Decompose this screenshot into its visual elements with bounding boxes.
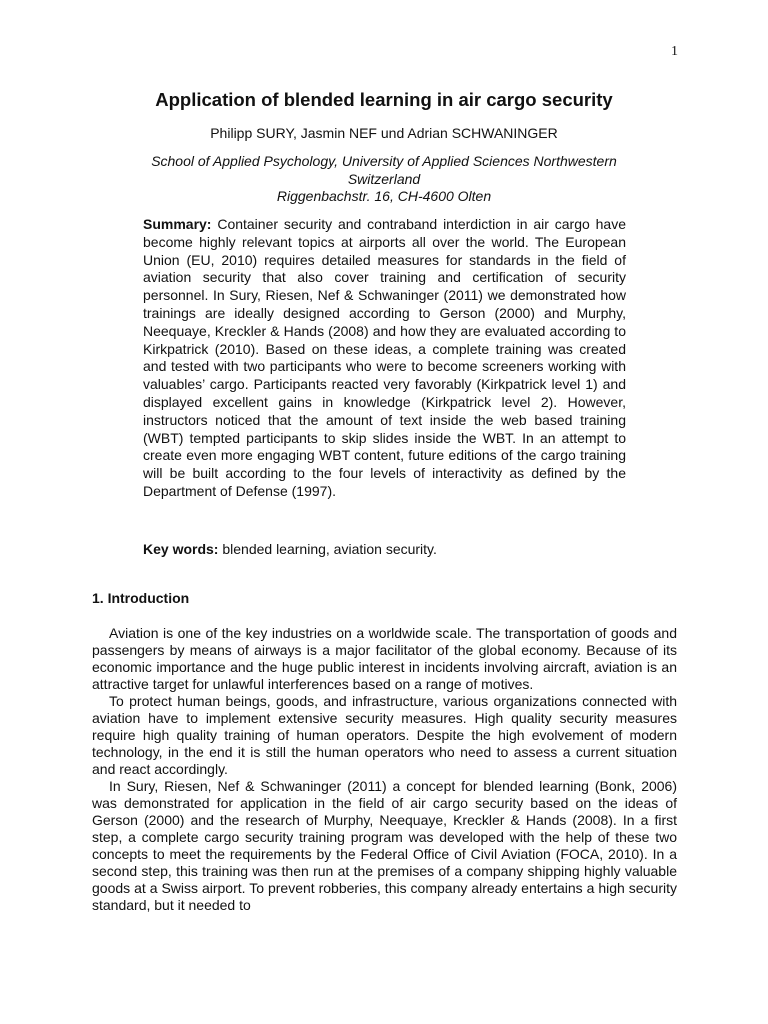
keywords-block	[143, 541, 626, 557]
section-heading-introduction: 1. Introduction	[92, 590, 190, 606]
keywords-text: blended learning, aviation security.	[222, 541, 437, 557]
summary-text: Container security and contraband interdiction in air cargo have become highly relevant topics at airports all over the world. The European Union (EU, 2010) requires detailed measures for standards in the field of aviation security that also cover training and certification of security personnel. In Sury, Riesen, Nef & Schwaninger (2011) we demonstrated how trainings are ideally designed according to Gerson (2000) and Murphy, Neequaye, Kreckler & Hands (2008) and how they are evaluated according to Kirkpatrick (2010). Based on these ideas, a complete training was created and tested with two participants who were to become screeners working with valuables’ cargo. Participants reacted very favorably (Kirkpatrick level 1) and displayed excellent gains in knowledge (Kirkpatrick level 2). However, instructors noticed that the amount of text inside the web based training (WBT) tempted participants to skip slides inside the WBT. In an attempt to create even more engaging WBT content, future editions of the cargo training will be built according to the four levels of interactivity as defined by the Department of Defense (1997).	[143, 216, 626, 499]
summary-block	[143, 216, 626, 501]
keywords-label: Key words:	[143, 541, 219, 557]
page-number: 1	[671, 44, 678, 59]
summary-label: Summary:	[143, 216, 212, 232]
affiliation-line-2: Switzerland	[347, 170, 421, 187]
paragraph: To protect human beings, goods, and infrastructure, various organizations connected with aviation have to implement extensive security measures. High quality security measures require high quality training of human operators. Despite the high evolvement of modern technology, in the end it is still the human operators who need to assess a current situation and react accordingly.	[92, 693, 677, 777]
affiliation	[110, 153, 658, 206]
paragraph: In Sury, Riesen, Nef & Schwaninger (2011) a concept for blended learning (Bonk, 2006) was demonstrated for application in the field of air cargo security based on the ideas of Gerson (2000) and the research of Murphy, Neequaye, Kreckler & Hands (2008). In a first step, a complete cargo security training program was developed with the help of these two concepts to meet the requirements by the Federal Office of Civil Aviation (FOCA, 2010). In a second step, this training was then run at the premises of a company shipping highly valuable goods at a Swiss airport. To prevent robberies, this company already entertains a high security standard, but it needed to	[92, 778, 677, 913]
authors: Philipp SURY, Jasmin NEF und Adrian SCHWANINGER	[210, 125, 558, 141]
paper-title: Application of blended learning in air cargo security	[155, 89, 613, 110]
affiliation-line-1: School of Applied Psychology, University of Applied Sciences Northwestern	[151, 153, 617, 169]
introduction-body	[92, 625, 677, 914]
affiliation-line-3: Riggenbachstr. 16, CH-4600 Olten	[276, 188, 492, 204]
paragraph: Aviation is one of the key industries on a worldwide scale. The transportation of goods and passengers by means of airways is a major facilitator of the global economy. Because of its economic importance and the huge public interest in incidents involving aircraft, aviation is an attractive target for unlawful interferences based on a range of motives.	[92, 625, 677, 692]
